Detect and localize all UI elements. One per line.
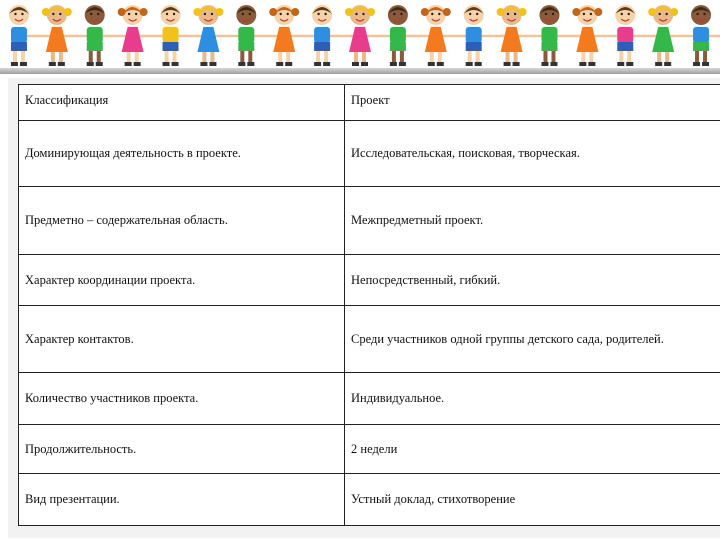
row-label: Вид презентации. xyxy=(19,474,345,526)
row-value: 2 недели xyxy=(345,425,720,474)
kid-figure xyxy=(312,5,332,66)
banner-divider xyxy=(0,68,720,74)
table-row xyxy=(19,187,720,255)
children-holding-hands-illustration xyxy=(0,0,720,70)
kid-figure xyxy=(388,5,408,66)
row-value: Устный доклад, стихотворение xyxy=(345,474,720,526)
row-label: Предметно – содержательная область. xyxy=(19,187,345,255)
row-label: Количество участников проекта. xyxy=(19,373,345,425)
table-row xyxy=(19,373,720,425)
row-value: Межпредметный проект. xyxy=(345,187,720,255)
table-header-row xyxy=(19,85,720,121)
table-row xyxy=(19,425,720,474)
kid-figure xyxy=(9,5,29,66)
row-label: Характер координации проекта. xyxy=(19,255,345,306)
table-row xyxy=(19,306,720,373)
table-row xyxy=(19,255,720,306)
kid-figure xyxy=(85,5,105,66)
row-label: Доминирующая деятельность в проекте. xyxy=(19,121,345,187)
header-classification: Классификация xyxy=(19,85,345,121)
kid-figure xyxy=(539,5,559,66)
table-row xyxy=(19,121,720,187)
kid-figure xyxy=(615,5,635,66)
row-label: Характер контактов. xyxy=(19,306,345,373)
row-label: Продолжительность. xyxy=(19,425,345,474)
kid-figure xyxy=(161,5,181,66)
row-value: Непосредственный, гибкий. xyxy=(345,255,720,306)
row-value: Индивидуальное. xyxy=(345,373,720,425)
kid-figure xyxy=(691,5,711,66)
kid-figure xyxy=(464,5,484,66)
children-banner xyxy=(0,0,720,72)
row-value: Среди участников одной группы детского сада, родителей. xyxy=(345,306,720,373)
header-project: Проект xyxy=(345,85,720,121)
row-value: Исследовательская, поисковая, творческая. xyxy=(345,121,720,187)
kid-figure xyxy=(236,5,256,66)
table-row xyxy=(19,474,720,526)
classification-table xyxy=(18,84,720,526)
